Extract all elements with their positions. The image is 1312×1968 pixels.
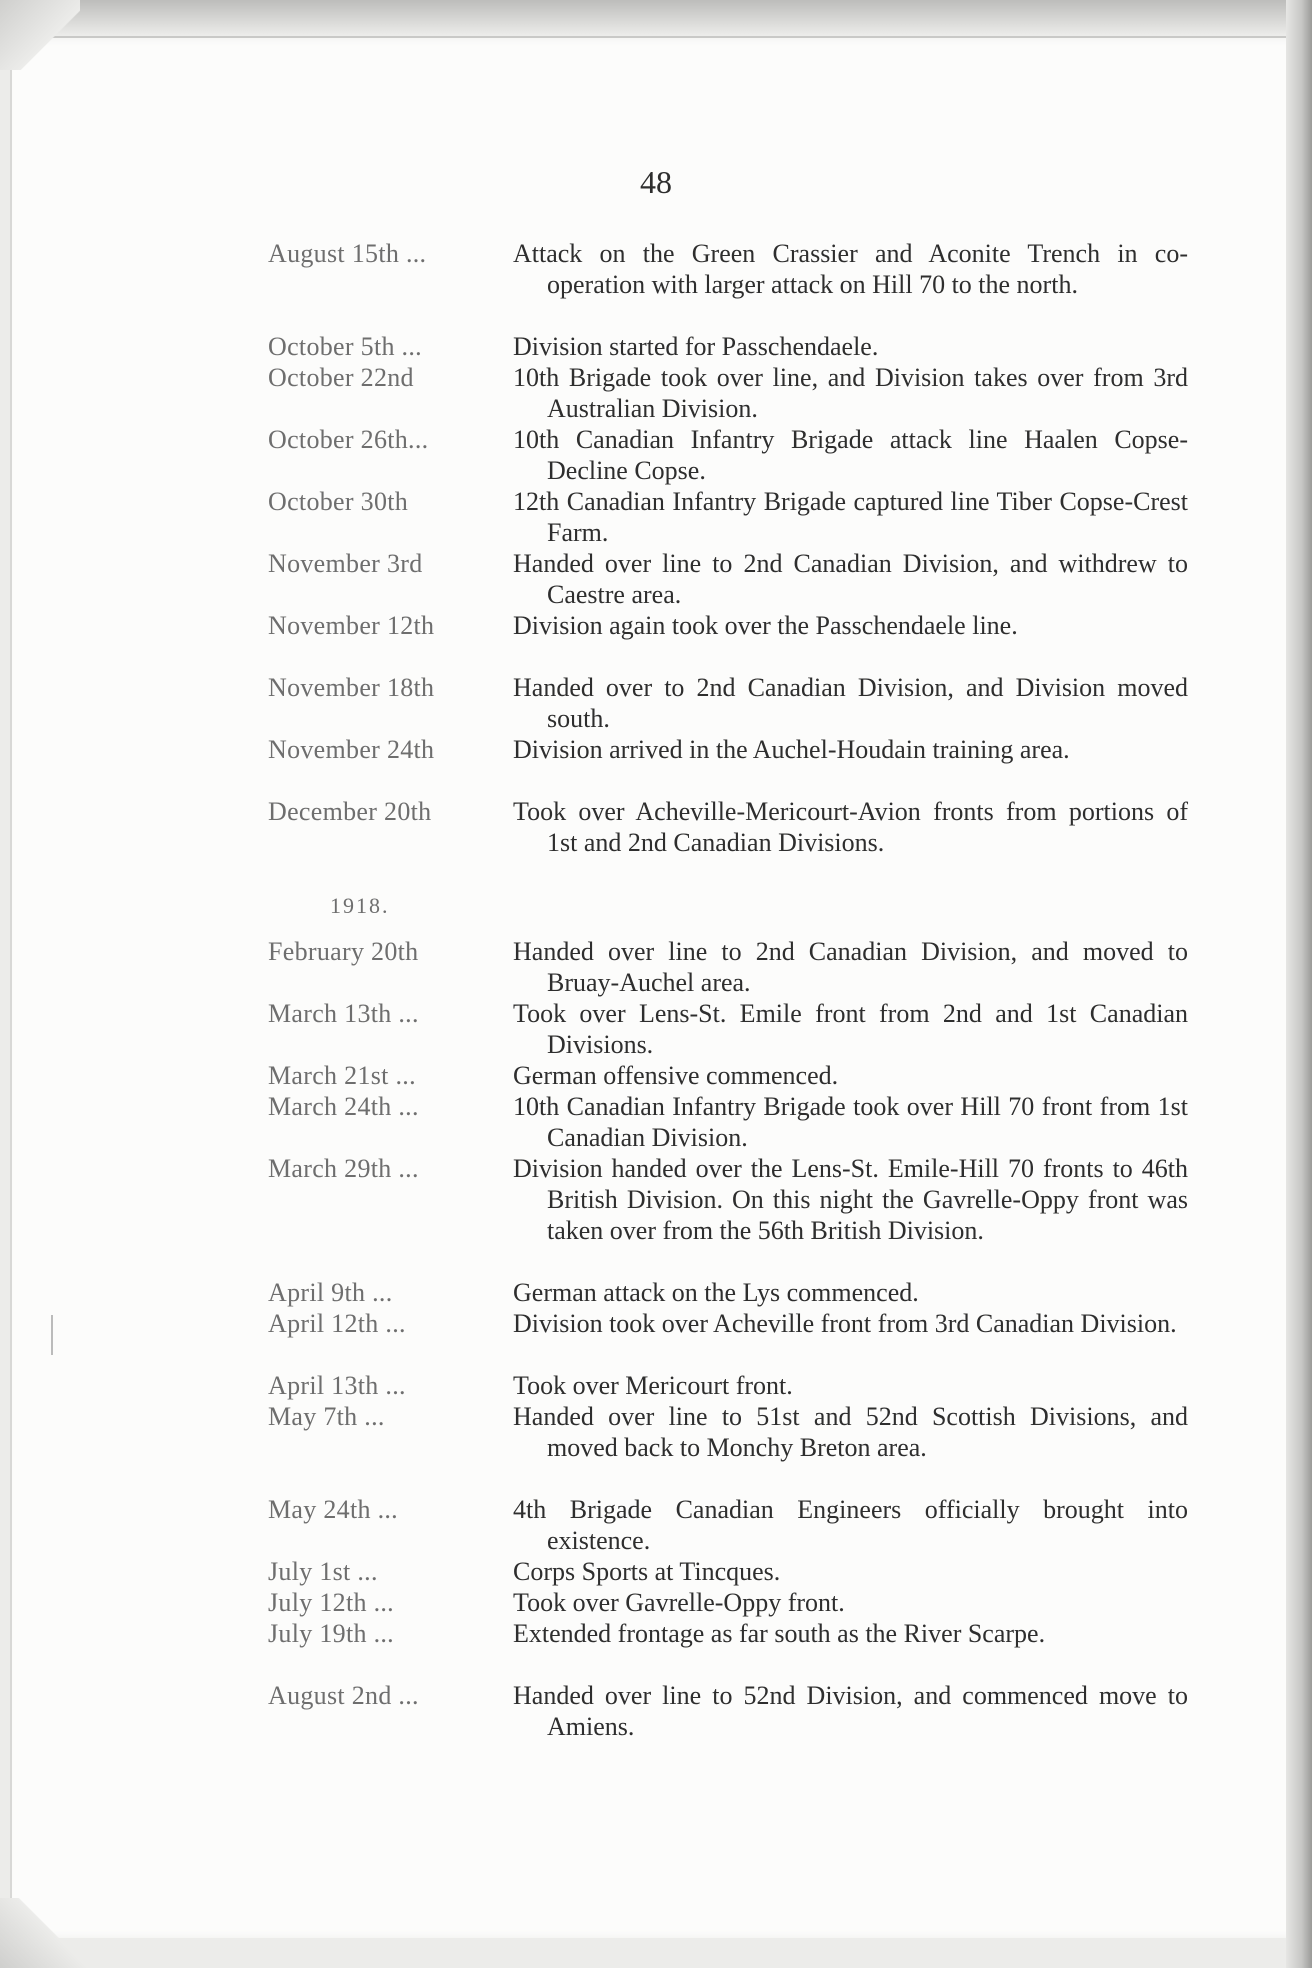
entry-date: March 13th ... (268, 999, 419, 1028)
entry-date: November 3rd (268, 549, 423, 578)
entry-text: 10th Canadian Infantry Brigade took over Hill 70 front from 1st Canadian Division. (513, 1092, 1188, 1152)
entry-date: April 12th ... (268, 1309, 406, 1338)
entry-date: May 7th ... (268, 1402, 385, 1431)
chronology-entry (268, 1060, 1188, 1091)
entry-text: German offensive commenced. (513, 1061, 839, 1090)
chronology-entry (268, 998, 1188, 1060)
entry-date: October 5th ... (268, 332, 422, 361)
chronology-entry (268, 1277, 1188, 1308)
chronology-entry (268, 1308, 1188, 1339)
entry-date: March 21st ... (268, 1061, 416, 1090)
chronology-entry (268, 1680, 1188, 1742)
entry-date: April 9th ... (268, 1278, 393, 1307)
page-corner-bottom-left (0, 1898, 90, 1968)
entry-text: Took over Acheville-Mericourt-Avion fronts from portions of 1st and 2nd Canadian Divisions. (513, 797, 1188, 857)
entry-text: Took over Gavrelle-Oppy front. (513, 1588, 845, 1617)
entry-text: Attack on the Green Crassier and Aconite Trench in co-operation with larger attack on Hill 70 to the north. (513, 239, 1188, 299)
entry-text: 12th Canadian Infantry Brigade captured line Tiber Copse-Crest Farm. (513, 487, 1188, 547)
entry-text: Took over Mericourt front. (513, 1371, 793, 1400)
chronology-entry (268, 1618, 1188, 1649)
entry-text: Division took over Acheville front from 3rd Canadian Division. (513, 1309, 1177, 1338)
entry-date: November 18th (268, 673, 435, 702)
entry-date: November 24th (268, 735, 435, 764)
top-page-edge (0, 0, 1312, 40)
entry-text: Took over Lens-St. Emile front from 2nd and 1st Canadian Divisions. (513, 999, 1188, 1059)
entry-text: 10th Brigade took over line, and Division takes over from 3rd Australian Division. (513, 363, 1188, 423)
chronology-entry (268, 548, 1188, 610)
entry-date: August 15th ... (268, 239, 427, 268)
entry-text: Handed over line to 2nd Canadian Division, and withdrew to Caestre area. (513, 549, 1188, 609)
chronology-entry (268, 238, 1188, 300)
entry-text: Corps Sports at Tincques. (513, 1557, 781, 1586)
entry-date: March 24th ... (268, 1092, 419, 1121)
page-corner-top-left (0, 0, 80, 70)
entry-date: March 29th ... (268, 1154, 419, 1183)
entry-text: Handed over to 2nd Canadian Division, and Division moved south. (513, 673, 1188, 733)
chronology-entry (268, 796, 1188, 858)
chronology-entry (268, 936, 1188, 998)
chronology-entry (268, 1556, 1188, 1587)
entry-text: Handed over line to 52nd Division, and commenced move to Amiens. (513, 1681, 1188, 1741)
entry-date: July 1st ... (268, 1557, 378, 1586)
chronology-entry (268, 672, 1188, 734)
chronology-entry (268, 1494, 1188, 1556)
margin-mark (51, 1315, 53, 1355)
chronology-entry (268, 1401, 1188, 1463)
entry-text: Division handed over the Lens-St. Emile-Hill 70 fronts to 46th British Division. On this night the Gavrelle-Oppy front was taken over from the 56th British Division. (513, 1154, 1188, 1245)
entry-date: May 24th ... (268, 1495, 398, 1524)
entry-text: Handed over line to 2nd Canadian Division, and moved to Bruay-Auchel area. (513, 937, 1188, 997)
chronology-entry (268, 1370, 1188, 1401)
chronology-entry (268, 610, 1188, 641)
entry-text: German attack on the Lys commenced. (513, 1278, 919, 1307)
entry-text: Handed over line to 51st and 52nd Scottish Divisions, and moved back to Monchy Breton area. (513, 1402, 1188, 1462)
book-spine-shadow (1286, 0, 1312, 1968)
chronology-entry (268, 1587, 1188, 1618)
entry-text: 4th Brigade Canadian Engineers officially brought into existence. (513, 1495, 1188, 1555)
chronology-entry (268, 1153, 1188, 1246)
entry-date: November 12th (268, 611, 435, 640)
chronology-entry (268, 486, 1188, 548)
entry-date: July 12th ... (268, 1588, 394, 1617)
chronology-entry (268, 362, 1188, 424)
entry-text: 10th Canadian Infantry Brigade attack line Haalen Copse-Decline Copse. (513, 425, 1188, 485)
entry-text: Division started for Passchendaele. (513, 332, 879, 361)
chronology-entry (268, 734, 1188, 765)
entry-text: Division again took over the Passchendaele line. (513, 611, 1018, 640)
chronology-entry (268, 1091, 1188, 1153)
entry-date: February 20th (268, 937, 419, 966)
entry-date: October 30th (268, 487, 409, 516)
entry-date: December 20th (268, 797, 432, 826)
entry-date: October 26th... (268, 425, 429, 454)
entry-text: Extended frontage as far south as the River Scarpe. (513, 1619, 1046, 1648)
entry-date: August 2nd ... (268, 1681, 419, 1710)
entry-date: October 22nd (268, 363, 414, 392)
entry-date: April 13th ... (268, 1371, 406, 1400)
page-number: 48 (640, 164, 672, 200)
chronology-entry (268, 331, 1188, 362)
chronology-entry (268, 424, 1188, 486)
entry-text: Division arrived in the Auchel-Houdain training area. (513, 735, 1070, 764)
year-heading: 1918. (330, 893, 390, 918)
entry-date: July 19th ... (268, 1619, 394, 1648)
